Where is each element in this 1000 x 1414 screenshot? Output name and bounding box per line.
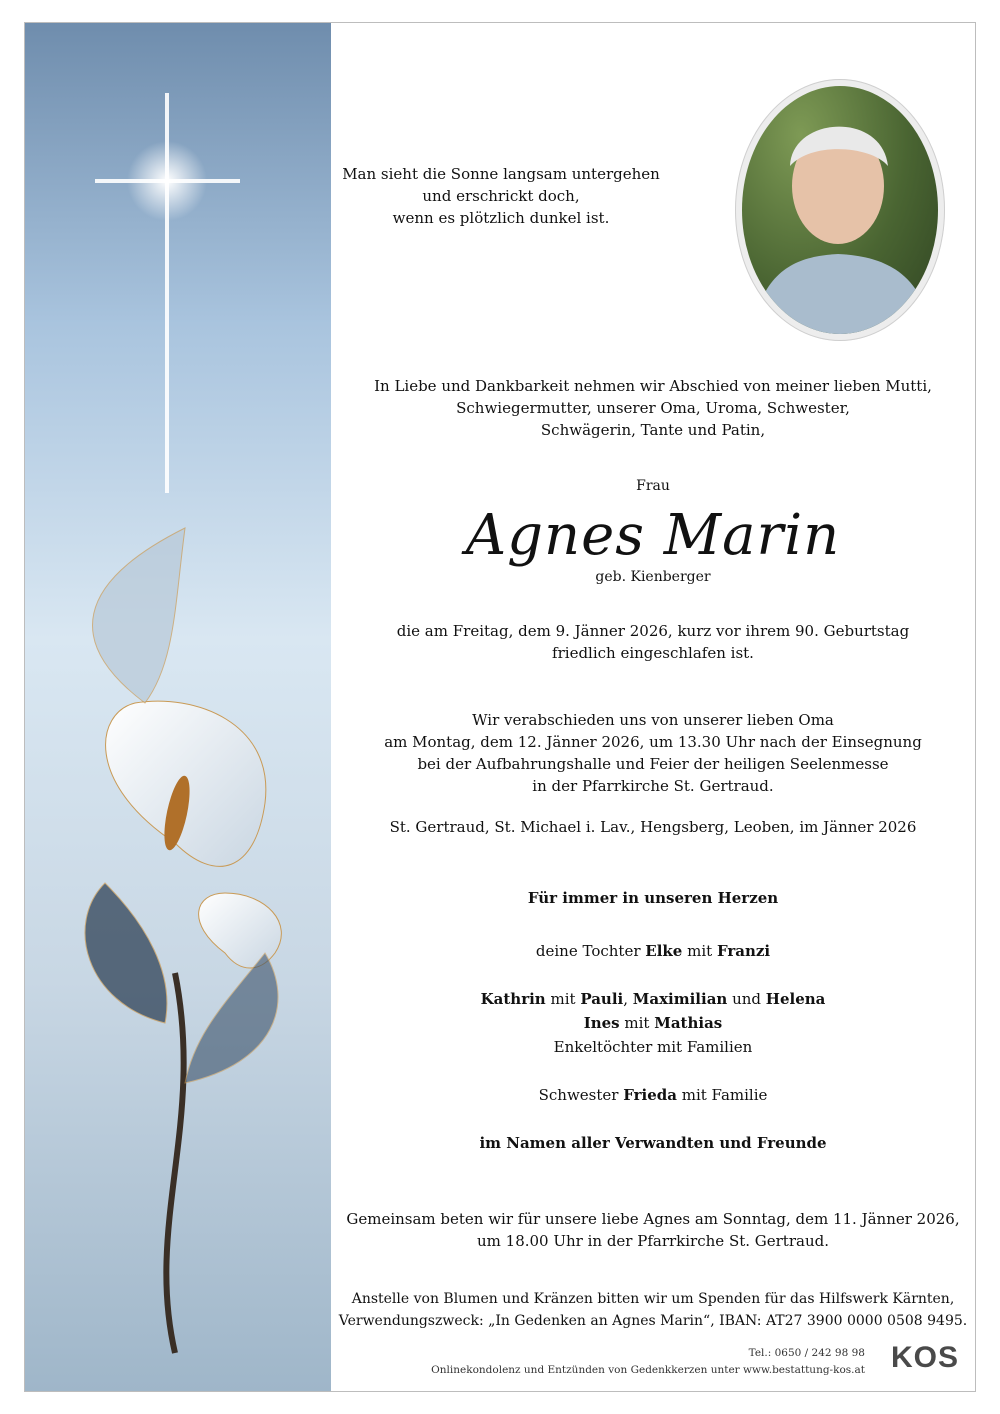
donation-notice: [331, 1288, 975, 1332]
prayer-line: Gemeinsam beten wir für unsere liebe Agnes am Sonntag, dem 11. Jänner 2026,: [346, 1210, 960, 1228]
funeral-line: bei der Aufbahrungshalle und Feier der heiligen Seelenmesse: [417, 755, 889, 773]
donation-line: Verwendungszweck: „In Gedenken an Agnes Marin“, IBAN: AT27 3900 0000 0508 9495.: [338, 1313, 968, 1329]
portrait-photo-frame: [735, 79, 945, 341]
sister-line: Schwester Frieda mit Familie: [538, 1086, 768, 1104]
prayer-line: um 18.00 Uhr in der Pfarrkirche St. Gertraud.: [477, 1232, 829, 1250]
obituary-text-area: [331, 23, 975, 1391]
kos-logo: KOS: [890, 1341, 959, 1374]
intro-line: In Liebe und Dankbarkeit nehmen wir Abschied von meiner lieben Mutti,: [374, 377, 932, 395]
closing-line: im Namen aller Verwandten und Freunde: [479, 1134, 827, 1152]
daughter-line: deine Tochter Elke mit Franzi: [535, 942, 771, 960]
cross-and-lily-illustration: [25, 23, 331, 1392]
portrait-icon: [742, 86, 938, 334]
donation-line: Anstelle von Blumen und Kränzen bitten wir um Spenden für das Hilfswerk Kärnten,: [351, 1291, 955, 1307]
funeral-details: [331, 709, 975, 797]
death-line: die am Freitag, dem 9. Jänner 2026, kurz vor ihrem 90. Geburtstag: [396, 622, 910, 640]
salutation: Frau: [636, 478, 670, 494]
verse-line: und erschrickt doch,: [422, 187, 580, 205]
cross-icon: [95, 93, 240, 493]
footer-online-info: Onlinekondolenz und Entzünden von Gedenkkerzen unter www.bestattung-kos.at: [431, 1364, 865, 1376]
funeral-line: in der Pfarrkirche St. Gertraud.: [532, 777, 774, 795]
death-line: friedlich eingeschlafen ist.: [552, 644, 754, 662]
deceased-name: Agnes Marin: [465, 503, 841, 568]
funeral-line: am Montag, dem 12. Jänner 2026, um 13.30 Uhr nach der Einsegnung: [384, 733, 922, 751]
grandchildren-line: Kathrin mit Pauli, Maximilian und Helena: [480, 990, 826, 1008]
funeral-line: Wir verabschieden uns von unserer lieben Oma: [472, 711, 834, 729]
verse: [331, 163, 671, 229]
birth-name: geb. Kienberger: [595, 569, 711, 585]
place-and-date: St. Gertraud, St. Michael i. Lav., Hengsberg, Leoben, im Jänner 2026: [389, 818, 917, 836]
forever-line: Für immer in unseren Herzen: [527, 889, 779, 907]
verse-line: wenn es plötzlich dunkel ist.: [392, 209, 610, 227]
portrait-photo: [742, 86, 938, 334]
verse-line: Man sieht die Sonne langsam untergehen: [342, 165, 660, 183]
family-list: [331, 939, 975, 1155]
intro-line: Schwiegermutter, unserer Oma, Uroma, Schwester,: [456, 399, 850, 417]
decorative-side-panel: [25, 23, 331, 1391]
calla-lily-icon: [85, 528, 281, 1353]
death-notice: [331, 620, 975, 664]
intro-line: Schwägerin, Tante und Patin,: [540, 421, 766, 439]
footer-phone: Tel.: 0650 / 242 98 98: [748, 1347, 865, 1359]
footer: [361, 1345, 865, 1379]
grandchildren-caption: Enkeltöchter mit Familien: [553, 1038, 753, 1056]
grandchildren-line: Ines mit Mathias: [583, 1014, 723, 1032]
intro-text: [331, 375, 975, 441]
obituary-card: [24, 22, 976, 1392]
prayer-notice: [331, 1208, 975, 1252]
